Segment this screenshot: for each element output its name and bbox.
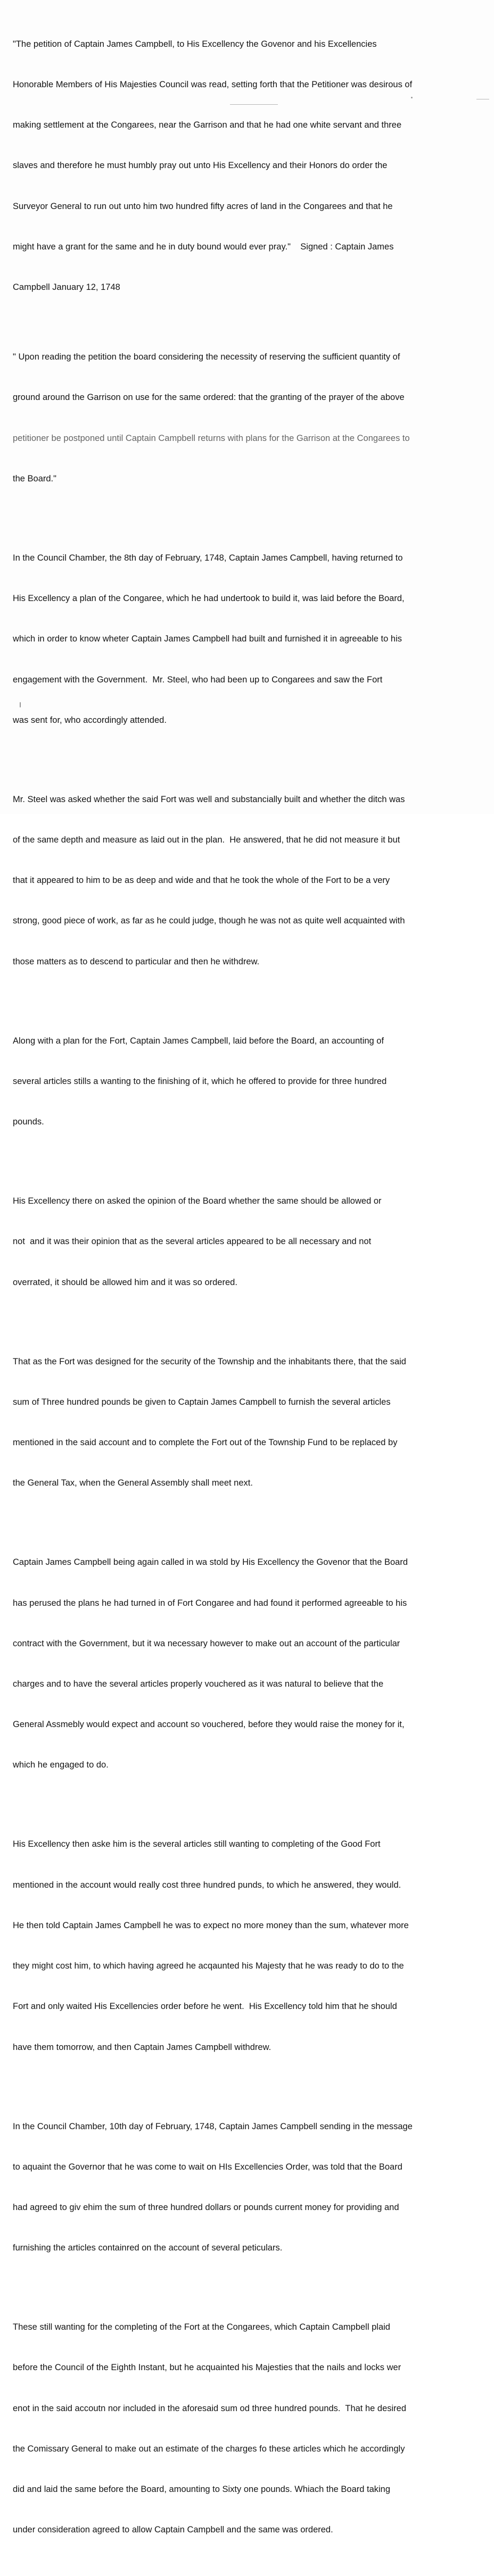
township-fund-paragraph xyxy=(13,1328,483,1518)
text-line: of the same depth and measure as laid out in the plan. He answered, that he did not measure it but xyxy=(13,835,400,845)
tenth-february-paragraph xyxy=(13,2093,483,2282)
text-line: several articles stills a wanting to the finishing of it, which he offered to provide for three hundred xyxy=(13,1076,387,1086)
text-line: not and it was their opinion that as the several articles appeared to be all necessary and not xyxy=(13,1237,372,1247)
text-line: enot in the said accoutn nor included in the aforesaid sum od three hundred pounds. That he desired xyxy=(13,2403,407,2413)
text-line: slaves and therefore he must humbly pray out unto His Excellency and their Honors do order the xyxy=(13,161,388,171)
text-line: Surveyor General to run out unto him two hundred fifty acres of land in the Congarees and that he xyxy=(13,201,393,211)
scan-artifact-speck xyxy=(411,97,413,98)
text-line: pounds. xyxy=(13,1117,44,1127)
text-line: which in order to know wheter Captain James Campbell had built and furnished it in agreeable to his xyxy=(13,634,402,644)
text-line: that it appeared to him to be as deep and wide and that he took the whole of the Fort to be a very xyxy=(13,876,390,886)
nails-locks-paragraph xyxy=(13,2294,483,2564)
text-line: He then told Captain James Campbell he was to expect no more money than the sum, whatever more xyxy=(13,1920,409,1930)
text-line: That as the Fort was designed for the security of the Township and the inhabitants there, that the said xyxy=(13,1356,406,1366)
text-line: the Board." xyxy=(13,473,56,483)
document-body xyxy=(13,11,483,2576)
called-again-paragraph xyxy=(13,1529,483,1799)
text-line: had agreed to giv ehim the sum of three hundred dollars or pounds current money for providing and xyxy=(13,2202,399,2212)
petition-paragraph xyxy=(13,11,483,321)
text-line: In the Council Chamber, the 8th day of February, 1748, Captain James Campbell, having returned to xyxy=(13,553,403,563)
board-opinion-paragraph xyxy=(13,1168,483,1316)
text-line: making settlement at the Congarees, near the Garrison and that he had one white servant and three xyxy=(13,120,402,130)
text-line: engagement with the Government. Mr. Steel, who had been up to Congarees and saw the Fort xyxy=(13,674,383,685)
text-line: overrated, it should be allowed him and it was so ordered. xyxy=(13,1277,237,1287)
cost-question-paragraph xyxy=(13,1811,483,2081)
text-line-faded: petitioner be postponed until Captain Campbell returns with plans for the Garrison at the Congarees to xyxy=(13,433,410,443)
text-line: Fort and only waited His Excellencies order before he went. His Excellency told him that he should xyxy=(13,2002,397,2012)
text-line: the General Tax, when the General Assembly shall meet next. xyxy=(13,1478,253,1488)
text-line: These still wanting for the completing of the Fort at the Congarees, which Captain Campbell plaid xyxy=(13,2322,390,2332)
text-line: mentioned in the said account and to complete the Fort out of the Township Fund to be replaced by xyxy=(13,1438,398,1448)
council-chamber-paragraph xyxy=(13,524,483,754)
text-line: which he engaged to do. xyxy=(13,1760,109,1770)
text-line: General Assmebly would expect and account so vouchered, before they would raise the money for it, xyxy=(13,1720,405,1730)
text-line: His Excellency there on asked the opinion of the Board whether the same should be allowed or xyxy=(13,1196,382,1206)
text-line: under consideration agreed to allow Captain Campbell and the same was ordered. xyxy=(13,2525,333,2535)
mr-steel-paragraph xyxy=(13,766,483,996)
text-line: His Excellency a plan of the Congaree, which he had undertook to build it, was laid before the Board, xyxy=(13,594,405,604)
fort-plan-paragraph xyxy=(13,1007,483,1156)
text-line: contract with the Government, but it wa necessary however to make out an account of the particular xyxy=(13,1638,400,1648)
text-line: those matters as to descend to particular and then he withdrew. xyxy=(13,956,260,966)
scan-artifact-speck xyxy=(20,702,21,707)
text-line: ground around the Garrison on use for the same ordered: that the granting of the prayer of the above xyxy=(13,393,405,403)
text-line: strong, good piece of work, as far as he could judge, though he was not as quite well acquainted with xyxy=(13,916,405,926)
text-line: Mr. Steel was asked whether the said Fort was well and substancially built and whether the ditch was xyxy=(13,794,405,804)
text-line: sum of Three hundred pounds be given to Captain James Campbell to furnish the several articles xyxy=(13,1397,391,1407)
text-line: might have a grant for the same and he in duty bound would ever pray." Signed : Captain James xyxy=(13,241,394,252)
text-line: mentioned in the account would really cost three hundred punds, to which he answered, they would. xyxy=(13,1880,401,1890)
text-line: before the Council of the Eighth Instant, but he acquainted his Majesties that the nails and locks wer xyxy=(13,2363,401,2373)
text-line: furnishing the articles containred on the account of several peticulars. xyxy=(13,2243,283,2253)
text-line: Campbell January 12, 1748 xyxy=(13,282,120,293)
text-line: to aquaint the Governor that he was come to wait on HIs Excellencies Order, was told that the Board xyxy=(13,2162,402,2172)
text-line: has perused the plans he had turned in of Fort Congaree and had found it performed agreeable to his xyxy=(13,1598,407,1608)
text-line: " Upon reading the petition the board considering the necessity of reserving the sufficient quantity of xyxy=(13,352,400,362)
text-line: have them tomorrow, and then Captain James Campbell withdrew. xyxy=(13,2042,271,2052)
text-line: charges and to have the several articles properly vouchered as it was natural to believe that the xyxy=(13,1679,384,1689)
text-line: His Excellency then aske him is the several articles still wanting to completing of the Good Fort xyxy=(13,1839,381,1849)
text-line: "The petition of Captain James Campbell, to His Excellency the Govenor and his Excellencies xyxy=(13,39,377,49)
scan-artifact-line xyxy=(230,104,278,105)
text-line: In the Council Chamber, 10th day of February, 1748, Captain James Campbell sending in the message xyxy=(13,2121,413,2131)
text-line: Captain James Campbell being again called in wa stold by His Excellency the Govenor that the Board xyxy=(13,1557,408,1568)
text-line: was sent for, who accordingly attended. xyxy=(13,715,167,725)
text-line: Along with a plan for the Fort, Captain James Campbell, laid before the Board, an accounting of xyxy=(13,1036,384,1046)
text-line: the Comissary General to make out an estimate of the charges fo these articles which he accordingly xyxy=(13,2444,405,2454)
text-line: Honorable Members of His Majesties Council was read, setting forth that the Petitioner was desirous of xyxy=(13,80,413,90)
text-line: they might cost him, to which having agreed he acqaunted his Majesty that he was ready to do to the xyxy=(13,1961,404,1971)
text-line: did and laid the same before the Board, amounting to Sixty one pounds. Whiach the Board taking xyxy=(13,2485,391,2495)
board-response-paragraph xyxy=(13,323,483,513)
